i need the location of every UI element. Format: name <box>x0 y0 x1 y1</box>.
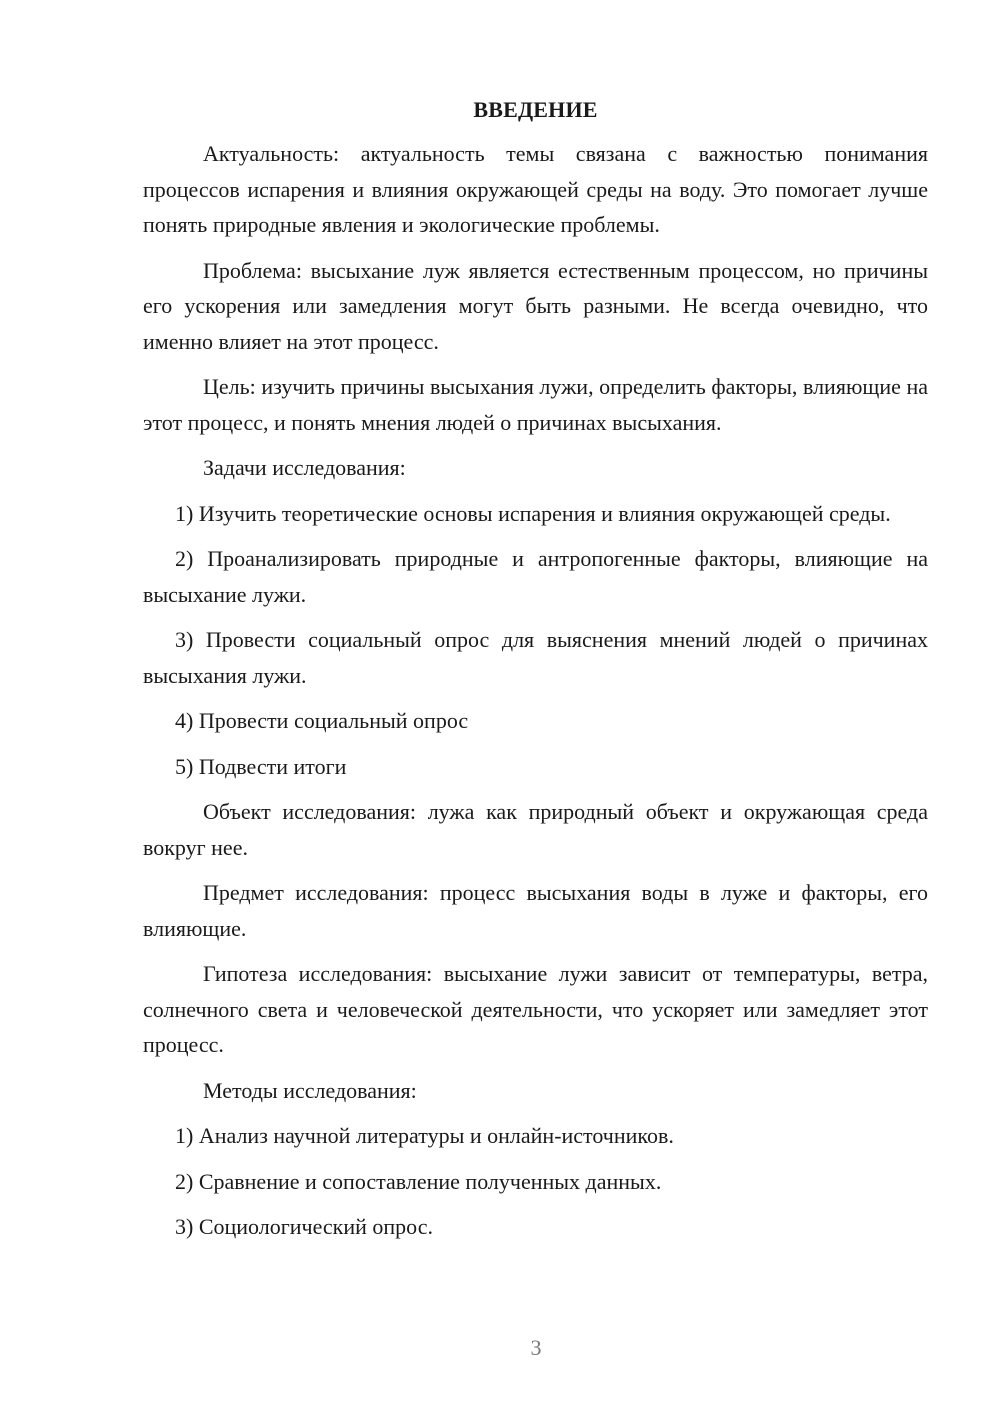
paragraph-hypothesis: Гипотеза исследования: высыхание лужи зависит от температуры, ветра, солнечного света и человеческой деятельности, что ускоряет или замедляет этот процесс. <box>143 961 928 1057</box>
section-heading: ВВЕДЕНИЕ <box>473 97 598 122</box>
paragraph-goal: Цель: изучить причины высыхания лужи, определить факторы, влияющие на этот процесс, и понять мнения людей о причинах высыхания. <box>143 374 928 435</box>
task-item-3: 3) Провести социальный опрос для выяснения мнений людей о причинах высыхания лужи. <box>143 627 928 688</box>
paragraph-subject: Предмет исследования: процесс высыхания воды в луже и факторы, его влияющие. <box>143 880 928 941</box>
paragraph-object: Объект исследования: лужа как природный объект и окружающая среда вокруг нее. <box>143 799 928 860</box>
task-item-5: 5) Подвести итоги <box>175 753 347 779</box>
methods-heading: Методы исследования: <box>203 1077 417 1103</box>
paragraph-problem: Проблема: высыхание луж является естественным процессом, но причины его ускорения или замедления могут быть разными. Не всегда очевидно, что именно влияет на этот процесс. <box>143 257 928 354</box>
paragraph-relevance: Актуальность: актуальность темы связана с важностью понимания процессов испарения и влияния окружающей среды на воду. Это помогает лучше понять природные явления и экологические проблемы. <box>143 141 928 237</box>
method-item-2: 2) Сравнение и сопоставление полученных данных. <box>175 1168 662 1194</box>
method-item-3: 3) Социологический опрос. <box>175 1214 433 1239</box>
task-item-1: 1) Изучить теоретические основы испарения и влияния окружающей среды. <box>175 500 891 526</box>
task-item-2: 2) Проанализировать природные и антропогенные факторы, влияющие на высыхание лужи. <box>143 546 928 607</box>
tasks-heading: Задачи исследования: <box>203 455 406 480</box>
task-item-4: 4) Провести социальный опрос <box>175 708 469 733</box>
page-number: 3 <box>530 1335 542 1360</box>
method-item-1: 1) Анализ научной литературы и онлайн-источников. <box>175 1123 674 1148</box>
page-content <box>143 90 928 1255</box>
